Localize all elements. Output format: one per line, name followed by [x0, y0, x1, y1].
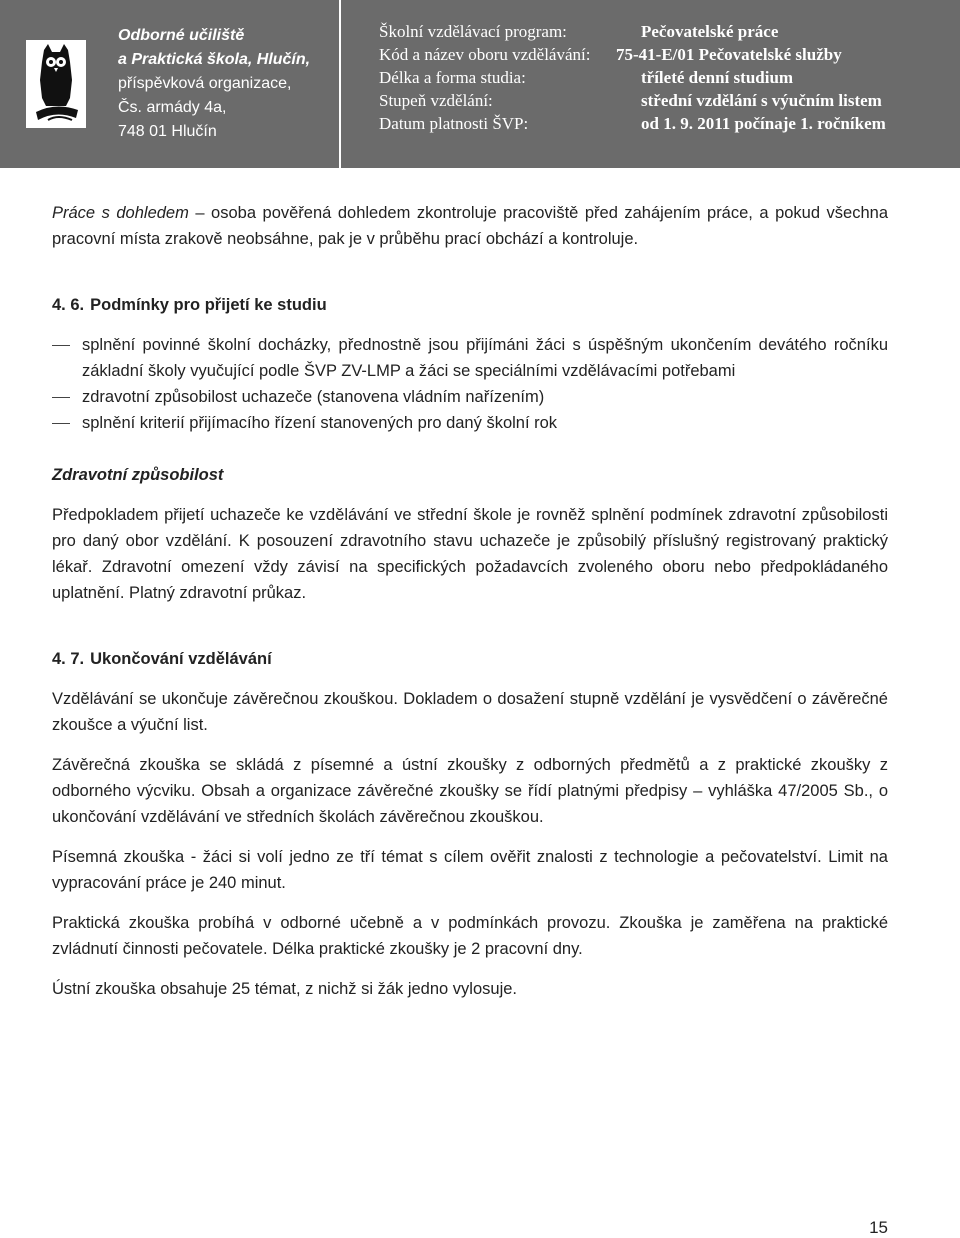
program-value: tříleté denní studium — [641, 68, 794, 87]
page-content — [52, 200, 888, 1002]
program-info-block — [341, 0, 960, 168]
section-heading-4-7 — [52, 646, 888, 672]
paragraph: Písemná zkouška - žáci si volí jedno ze tří témat s cílem ověřit znalosti z technologie a pečovatelství. Limit na vypracování práce je 240 minut. — [52, 848, 888, 892]
health-paragraph: Předpokladem přijetí uchazeče ke vzdělávání ve střední škole je rovněž splnění podmínek zdravotní způsobilosti pro daný obor vzdělání. K posouzení zdravotního stavu uchazeče je způsobilý příslušný registrovaný praktický lékař. Zdravotní omezení vždy závisí na specifických požadavcích zvoleného oboru nebo předpokládaného uplatnění. Platný zdravotní průkaz. — [52, 506, 888, 602]
list-item-text: zdravotní způsobilost uchazeče (stanovena vládním nařízením) — [82, 388, 545, 406]
dash-bullet-icon — [52, 423, 70, 424]
list-item — [82, 410, 888, 436]
program-label: Kód a název oboru vzdělávání: — [379, 45, 591, 64]
program-value: Pečovatelské práce — [641, 22, 779, 41]
section-title: Podmínky pro přijetí ke studiu — [90, 296, 327, 314]
section-title: Ukončování vzdělávání — [90, 650, 272, 668]
document-header — [0, 0, 960, 168]
school-street: Čs. armády 4a, — [118, 99, 227, 116]
program-label: Stupeň vzdělání: — [379, 91, 493, 110]
school-name-line1: Odborné učiliště — [118, 27, 245, 44]
supervision-text: – osoba pověřená dohledem zkontroluje pracoviště před zahájením práce, a pokud všechna pracovní místa zrakově neobsáhne, pak je v průběhu prací obchází a kontroluje. — [52, 204, 888, 248]
supervision-paragraph — [52, 200, 888, 252]
dash-bullet-icon — [52, 397, 70, 398]
paragraph: Vzdělávání se ukončuje závěrečnou zkouškou. Dokladem o dosažení stupně vzdělání je vysvědčení o závěrečné zkoušce a výuční list. — [52, 690, 888, 734]
program-value: střední vzdělání s výučním listem — [641, 91, 882, 110]
section-heading-4-6 — [52, 292, 888, 318]
list-item-text: splnění povinné školní docházky, přednostně jsou přijímáni žáci s úspěšným ukončením devátého ročníku základní školy vyučující podle ŠVP ZV-LMP a žáci se speciálními vzdělávacími potřebami — [82, 336, 888, 380]
paragraph: Ústní zkouška obsahuje 25 témat, z nichž si žák jedno vylosuje. — [52, 980, 517, 998]
program-label: Délka a forma studia: — [379, 68, 526, 87]
program-value: 75-41-E/01 Pečovatelské služby — [616, 45, 842, 64]
paragraph: Závěrečná zkouška se skládá z písemné a ústní zkoušky z odborných předmětů a z praktické zkoušky z odborného výcviku. Obsah a organizace závěrečné zkoušky se řídí platnými předpisy – vyhláška 47/2005 Sb., o ukončování vzdělávání ve středních školách závěrečnou zkouškou. — [52, 756, 888, 826]
school-org-type: příspěvková organizace, — [118, 75, 292, 92]
list-item — [82, 384, 888, 410]
list-item — [82, 332, 888, 384]
school-address — [118, 24, 310, 144]
school-info-block — [0, 0, 339, 168]
supervision-term: Práce s dohledem — [52, 204, 189, 222]
program-label: Školní vzdělávací program: — [379, 22, 567, 41]
admission-list — [52, 332, 888, 436]
dash-bullet-icon — [52, 345, 70, 346]
program-label: Datum platnosti ŠVP: — [379, 114, 529, 133]
section-number: 4. 6. — [52, 296, 85, 314]
paragraph: Praktická zkouška probíhá v odborné učebně a v podmínkách provozu. Zkouška je zaměřena na praktické zvládnutí činnosti pečovatele. Délka praktické zkoušky je 2 pracovní dny. — [52, 914, 888, 958]
owl-logo-icon — [26, 40, 86, 128]
section-number: 4. 7. — [52, 650, 85, 668]
school-city: 748 01 Hlučín — [118, 123, 217, 140]
page-number: 15 — [869, 1218, 888, 1237]
list-item-text: splnění kriterií přijímacího řízení stanovených pro daný školní rok — [82, 414, 558, 432]
school-name-line2: a Praktická škola, Hlučín, — [118, 51, 311, 68]
program-value: od 1. 9. 2011 počínaje 1. ročníkem — [641, 114, 886, 133]
health-subheading: Zdravotní způsobilost — [52, 466, 224, 484]
